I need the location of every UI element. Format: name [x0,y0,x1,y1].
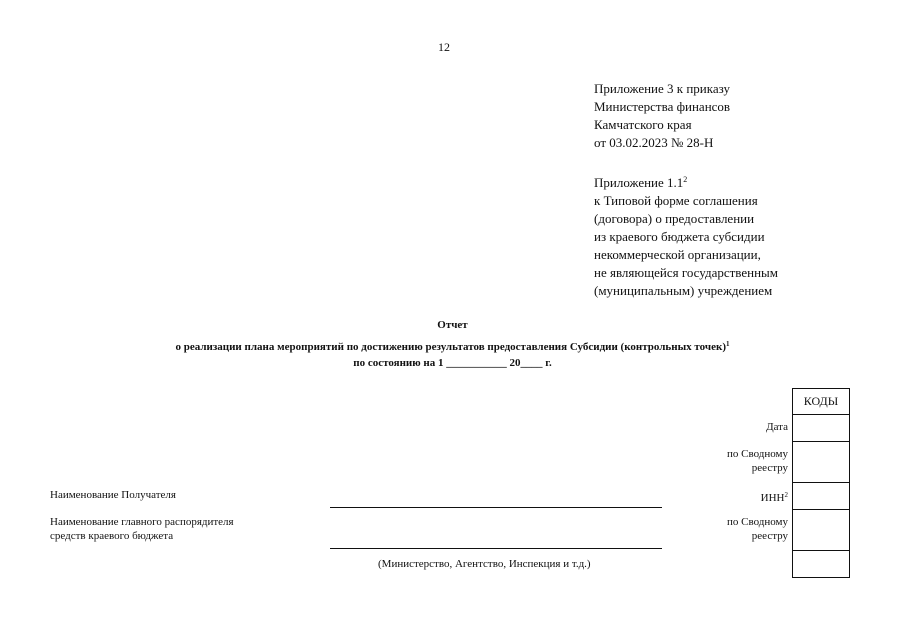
appendix-1-1-line: из краевого бюджета субсидии [594,229,765,244]
appendix-3-line: от 03.02.2023 № 28-Н [594,135,714,150]
footnote-mark: 2 [784,491,788,499]
extra-code-cell[interactable] [793,551,850,578]
registry-label: по Сводному реестру [726,516,788,542]
appendix-3-block [594,80,730,152]
footnote-mark: 1 [726,340,730,348]
date-label: Дата [766,421,788,433]
recipient-name-line[interactable] [330,507,662,508]
appendix-1-1-line: (договора) о предоставлении [594,211,755,226]
registry-label: по Сводному реестру [726,448,788,474]
report-as-of-date: по состоянию на 1 ___________ 20____ г. [353,357,552,369]
appendix-3-line: Приложение 3 к приказу [594,81,731,96]
appendix-1-1-line: не являющейся государственным [594,265,778,280]
manager-label: Наименование главного распорядителя средств краевого бюджета [50,516,234,542]
inn-label: ИНН$^2$ [760,491,788,504]
report-title: Отчет [437,319,468,331]
footnote-mark: 2 [683,175,688,184]
appendix-1-1-block [594,171,778,300]
manager-name-line[interactable] [330,548,662,549]
appendix-3-line: Министерства финансов [594,99,731,114]
appendix-1-1-title: Приложение $1.1^2$ [594,175,688,190]
report-heading [0,316,905,373]
codes-table [792,388,850,578]
inn-code-cell[interactable] [793,483,850,510]
report-subtitle: о реализации плана мероприятий по достижению результатов предоставления Субсидии (контрольных точек)$^1$ [175,340,730,353]
registry-code-cell[interactable] [793,510,850,551]
date-code-cell[interactable] [793,415,850,442]
appendix-3-line: Камчатского края [594,117,692,132]
appendix-1-1-line: некоммерческой организации, [594,247,761,262]
appendix-1-1-line: (муниципальным) учреждением [594,283,773,298]
registry-code-cell[interactable] [793,442,850,483]
page-number: 12 [438,40,450,54]
recipient-label: Наименование Получателя [50,489,176,501]
appendix-1-1-line: к Типовой форме соглашения [594,193,758,208]
manager-hint: (Министерство, Агентство, Инспекция и т.д.) [378,558,591,570]
codes-header: КОДЫ [793,389,850,415]
